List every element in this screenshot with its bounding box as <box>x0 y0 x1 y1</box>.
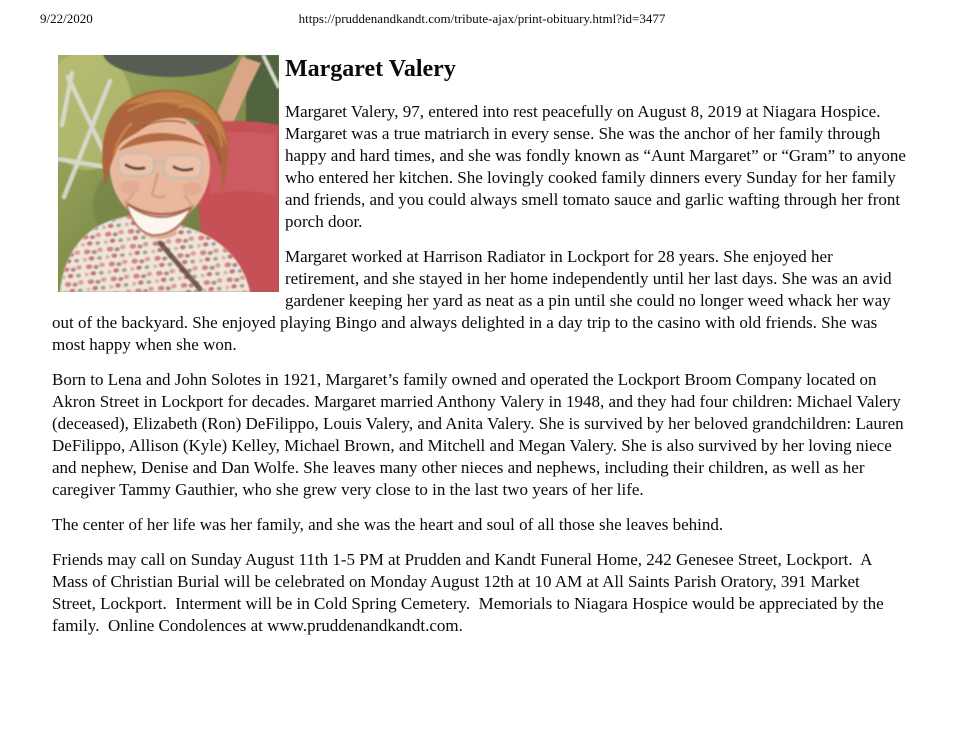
obituary-paragraph-3: Born to Lena and John Solotes in 1921, Margaret’s family owned and operated the Lockport Broom Company located on Akron Street in Lockport for decades. Margaret married Anthony Valery in 1948, and they had four children: Michael Valery (deceased), Elizabeth (Ron) DeFilippo, Louis Valery, and Anita Valery. She is survived by her beloved grandchildren: Lauren DeFilippo, Allison (Kyle) Kelley, Michael Brown, and Mitchell and Megan Valery. She is also survived by her loving niece and nephew, Denise and Dan Wolfe. She leaves many other nieces and nephews, including their children, as well as her caregiver Tammy Gauthier, who she grew very close to in the last two years of her life. <box>52 370 908 499</box>
print-url: https://pruddenandkandt.com/tribute-ajax/print-obituary.html?id=3477 <box>298 11 666 26</box>
obituary-paragraph-4: The center of her life was her family, and she was the heart and soul of all those she leaves behind. <box>52 515 724 534</box>
print-header <box>0 11 964 31</box>
obituary-name: Margaret Valery <box>285 56 456 82</box>
print-date: 9/22/2020 <box>40 11 93 26</box>
obituary-paragraph-1: Margaret Valery, 97, entered into rest peacefully on August 8, 2019 at Niagara Hospice. Margaret was a true matriarch in every sense. She was the anchor of her family through happy and hard times, and she was fondly known as “Aunt Margaret” or “Gram” to anyone who entered her kitchen. She lovingly cooked family dinners every Sunday for her family and friends, and you could always smell tomato sauce and garlic wafting through her front porch door. <box>285 102 911 231</box>
obituary-photo <box>58 55 279 292</box>
obituary-paragraph-2: Margaret worked at Harrison Radiator in Lockport for 28 years. She enjoyed her retirement, and she stayed in her home independently until her last days. She was an avid gardener keeping her yard as neat as a pin until she could no longer weed whack her way out of the backyard. She enjoyed playing Bingo and always delighted in a day trip to the casino with old friends. She was most happy when she won. <box>52 247 896 354</box>
obituary-paragraph-5: Friends may call on Sunday August 11th 1-5 PM at Prudden and Kandt Funeral Home, 242 Genesee Street, Lockport. A Mass of Christian Burial will be celebrated on Monday August 12th at 10 AM at All Saints Parish Oratory, 391 Market Street, Lockport. Interment will be in Cold Spring Cemetery. Memorials to Niagara Hospice would be appreciated by the family. Online Condolences at www.pruddenandkandt.com. <box>52 550 888 635</box>
